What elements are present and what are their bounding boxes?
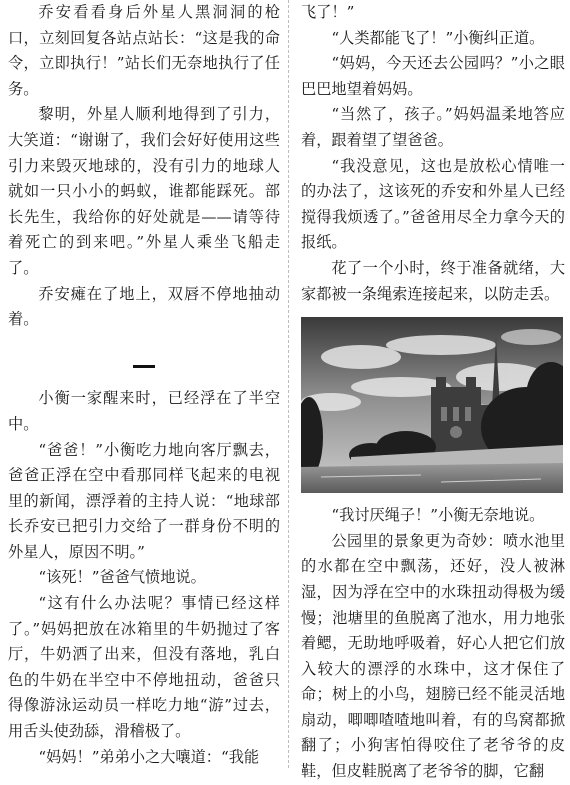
right-column (301, 0, 565, 785)
section-heading (8, 351, 280, 377)
paragraph: “我讨厌绳子！”小衡无奈地说。 (331, 506, 545, 525)
paragraph: “爸爸！”小衡吃力地向客厅飘去，爸爸正浮在空中看那同样飞起来的电视里的新闻，漂浮着的主持人说：“地球部长乔安已把引力交给了一群身份不明的外星人，原因不明。” (8, 440, 280, 561)
cathedral-photo (301, 317, 563, 493)
paragraph: 乔安瘫在了地上，双唇不停地抽动着。 (8, 284, 280, 329)
paragraph: 黎明，外星人顺利地得到了引力，大笑道：“谢谢了，我们会好好使用这些引力来毁灭地球的，没有引力的地球人就如一只小小的蚂蚁，谁都能踩死。部长先生，我给你的好处就是——请等待着死亡的到来吧。”外星人乘坐飞船走了。 (8, 105, 280, 277)
paragraph: 小衡一家醒来时，已经浮在了半空中。 (8, 389, 280, 433)
paragraph: “我没意见，这也是放松心情唯一的办法了，这该死的乔安和外星人已经搅得我烦透了。”爸爸用尽全力拿今天的报纸。 (301, 156, 565, 252)
paragraph: 花了一个小时，终于准备就绪，大家都被一条绳索连接起来，以防走丢。 (301, 258, 565, 303)
paragraph: “妈妈！”弟弟小之大嚷道：“我能 (38, 747, 260, 766)
section-number (133, 357, 155, 368)
left-column (8, 0, 280, 770)
paragraph: “该死！”爸爸气愤地说。 (38, 568, 206, 587)
paragraph: 公园里的景象更为奇妙：喷水池里的水都在空中飘荡，还好，没人被淋湿，因为浮在空中的水珠扭动得极为缓慢；池塘里的鱼脱离了池水，用力地张着鳃，无助地呼吸着，好心人把它们放入较大的漂浮的水珠中，这才保住了命；树上的小鸟，翅膀已经不能灵活地扇动，唧唧喳喳地叫着，有的鸟窝都掀翻了；小狗害怕得咬住了老爷爷的皮鞋，但皮鞋脱离了老爷爷的脚，它翻 (301, 531, 565, 781)
paragraph: “人类都能飞了！”小衡纠正道。 (331, 28, 545, 47)
paragraph: “当然了，孩子。”妈妈温柔地答应着，跟着望了望爸爸。 (301, 105, 565, 149)
column-divider (288, 0, 289, 768)
paragraph: 乔安看看身后外星人黑洞洞的枪口，立刻回复各站点站长：“这是我的命令，立即执行！”站长们无奈地执行了任务。 (8, 3, 280, 98)
paragraph: “这有什么办法呢？事情已经这样了。”妈妈把放在冰箱里的牛奶抛过了客厅，牛奶洒了出来，但没有落地，乳白色的牛奶在半空中不停地扭动，爸爸只得像游泳运动员一样吃力地“游”过去，用舌头使劲舔，滑稽极了。 (8, 594, 280, 741)
paragraph: “妈妈，今天还去公园吗？”小之眼巴巴地望着妈妈。 (301, 54, 565, 98)
paragraph-continued: 飞了！” (301, 3, 355, 21)
